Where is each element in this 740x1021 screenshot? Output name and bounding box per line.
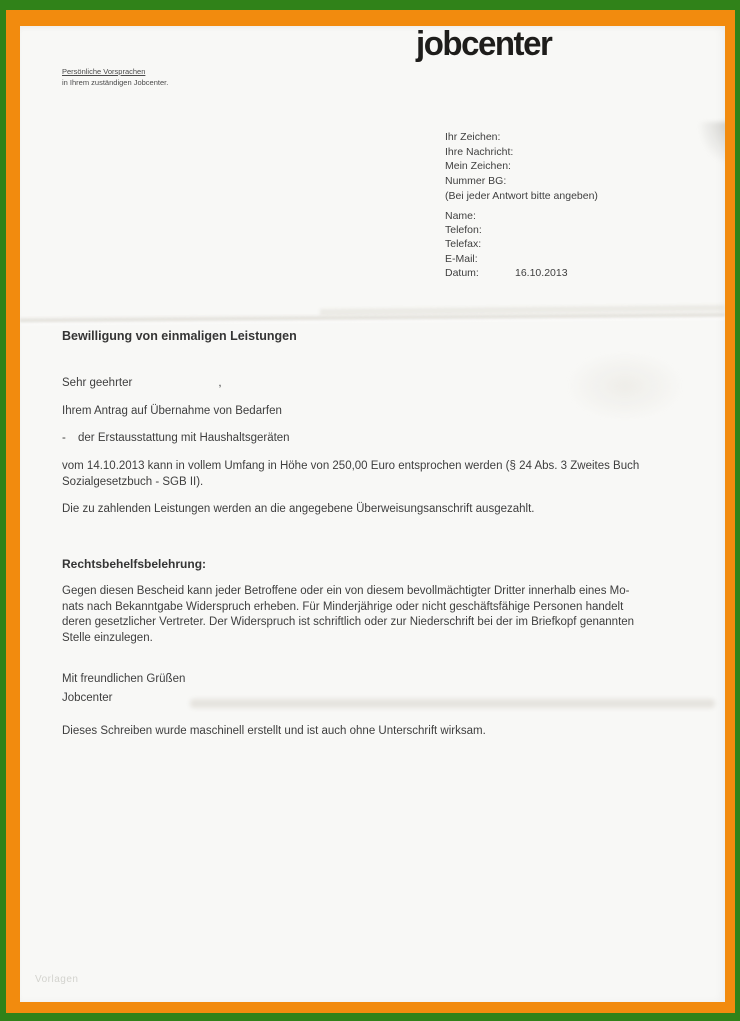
date-value: 16.10.2013 [515,267,568,280]
date-row [445,266,598,280]
letter-subject: Bewilligung von einmaligen Leistungen [62,329,297,343]
paper-fold-line [20,311,725,326]
payment-paragraph: Die zu zahlenden Leistungen werden an die angegebene Überweisungsanschrift ausgezahlt. [62,503,535,515]
closing-block [62,670,682,707]
reference-block [445,130,598,281]
reference-lines: Ihr Zeichen: Ihre Nachricht: Mein Zeichen: Nummer BG: (Bei jeder Antwort bitte angeben) [445,131,598,202]
approval-paragraph: vom 14.10.2013 kann in vollem Umfang in Höhe von 250,00 Euro entsprochen werden (§ 24 Abs. 3 Zweites Buch Sozialgesetzbuch - SGB II). [62,460,640,488]
date-label: Datum: [445,267,479,280]
appeal-heading: Rechtsbehelfsbelehrung: [62,557,207,571]
salutation-text: Sehr geehrter [62,377,133,389]
bullet-marker: - [62,432,66,444]
bullet-text: der Erstausstattung mit Haushaltsgeräten [78,432,290,444]
contact-note-line2: in Ihrem zuständigen Jobcenter. [62,78,169,87]
contact-note [62,66,168,88]
closing-line1: Mit freundlichen Grüßen [62,673,186,685]
bullet-item [62,432,682,444]
vorlagen-watermark: Vorlagen [35,974,79,985]
machine-generated-note: Dieses Schreiben wurde maschinell erstellt und ist auch ohne Unterschrift wirksam. [62,725,486,737]
letter-page [20,26,725,1002]
appeal-paragraph: Gegen diesen Bescheid kann jeder Betroffene oder ein von diesem bevollmächtigter Dritter innerhalb eines Mo- nats nach Bekanntgabe Widerspruch erheben. Für Minderjährige oder nicht geschäftsfähige Personen handelt deren gesetzlicher Vertreter. Der Widerspruch ist schriftlich oder zur Niederschrift bei der im Briefkopf genannten Stelle einzulegen. [62,585,635,644]
scan-edge-shadow [695,122,725,168]
salutation-comma: , [218,377,222,389]
jobcenter-logo: jobcenter [416,26,552,63]
request-line: Ihrem Antrag auf Übernahme von Bedarfen [62,405,282,417]
contact-lines: Name: Telefon: Telefax: E-Mail: [445,209,482,265]
contact-note-line1: Persönliche Vorsprachen [62,67,146,76]
closing-line2: Jobcenter [62,691,113,704]
salutation-line [62,377,682,389]
